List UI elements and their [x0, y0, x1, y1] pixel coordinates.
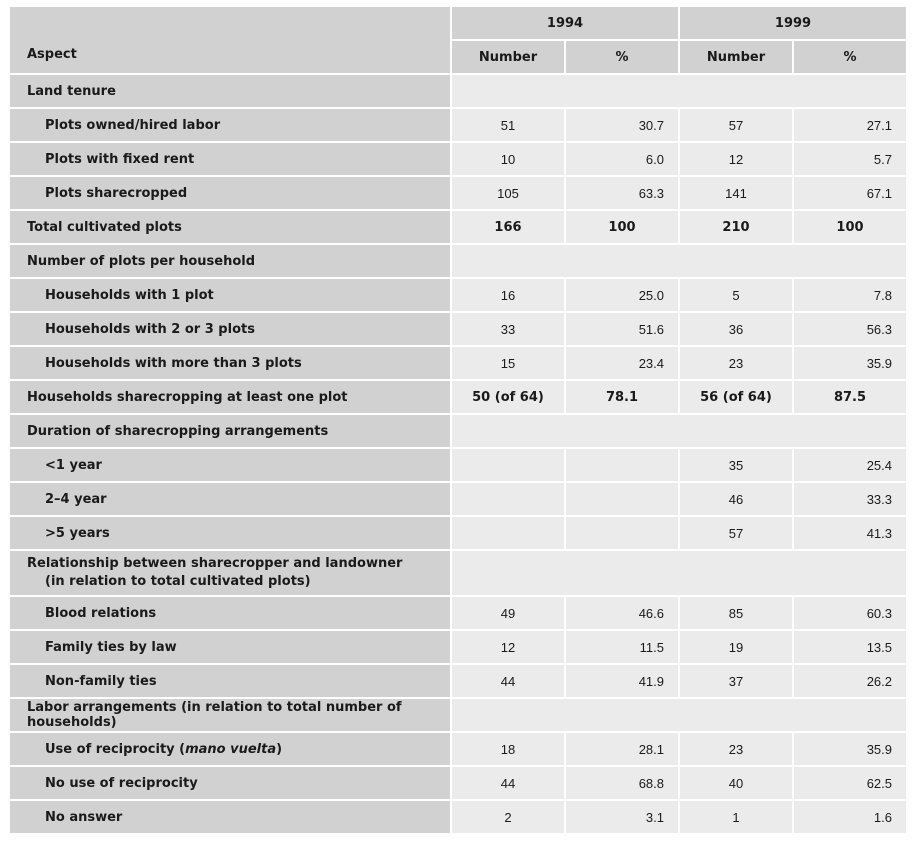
cell-number-1994: 10	[452, 143, 564, 175]
cell-number-1999: 56 (of 64)	[680, 381, 792, 413]
row-label: Number of plots per household	[10, 245, 450, 277]
cell-percent-1999: 87.5	[794, 381, 906, 413]
cell-number-1994	[452, 449, 564, 481]
cell-number-1994: 33	[452, 313, 564, 345]
row-label-text: Use of reciprocity (	[45, 741, 186, 757]
cell-percent-1994: 30.7	[566, 109, 678, 141]
cell-percent-1994: 25.0	[566, 279, 678, 311]
cell-number-1994: 44	[452, 767, 564, 799]
cell-percent-1999: 56.3	[794, 313, 906, 345]
empty-cell	[452, 551, 906, 595]
cell-percent-1994: 6.0	[566, 143, 678, 175]
table-row	[10, 143, 906, 175]
data-table	[8, 5, 908, 835]
table-row	[10, 551, 906, 595]
cell-number-1999: 35	[680, 449, 792, 481]
cell-percent-1994	[566, 483, 678, 515]
cell-number-1999: 12	[680, 143, 792, 175]
cell-percent-1999: 26.2	[794, 665, 906, 697]
row-label	[10, 551, 450, 595]
cell-percent-1999: 27.1	[794, 109, 906, 141]
cell-number-1994: 16	[452, 279, 564, 311]
table-row	[10, 801, 906, 833]
row-label-italic: mano vuelta	[185, 741, 277, 757]
header-year-1994: 1994	[452, 7, 678, 39]
table-row	[10, 381, 906, 413]
cell-percent-1994: 63.3	[566, 177, 678, 209]
table-row	[10, 665, 906, 697]
cell-number-1999: 40	[680, 767, 792, 799]
cell-percent-1999: 35.9	[794, 733, 906, 765]
cell-number-1999: 57	[680, 517, 792, 549]
header-row-years	[10, 7, 906, 39]
row-label: <1 year	[10, 449, 450, 481]
table-row	[10, 597, 906, 629]
header-percent-1994: %	[566, 41, 678, 73]
cell-percent-1994: 78.1	[566, 381, 678, 413]
cell-number-1999: 57	[680, 109, 792, 141]
cell-percent-1994: 28.1	[566, 733, 678, 765]
cell-percent-1994: 46.6	[566, 597, 678, 629]
cell-number-1994	[452, 483, 564, 515]
header-number-1999: Number	[680, 41, 792, 73]
cell-number-1994	[452, 517, 564, 549]
cell-number-1994: 12	[452, 631, 564, 663]
row-label: No answer	[10, 801, 450, 833]
cell-percent-1999: 60.3	[794, 597, 906, 629]
cell-number-1994: 18	[452, 733, 564, 765]
table-row	[10, 733, 906, 765]
cell-number-1994: 51	[452, 109, 564, 141]
cell-number-1999: 1	[680, 801, 792, 833]
cell-number-1999: 23	[680, 733, 792, 765]
cell-percent-1994	[566, 517, 678, 549]
row-label: Family ties by law	[10, 631, 450, 663]
row-label: Land tenure	[10, 75, 450, 107]
cell-percent-1994: 68.8	[566, 767, 678, 799]
table-row	[10, 177, 906, 209]
empty-cell	[452, 245, 906, 277]
row-label: Labor arrangements (in relation to total number of households)	[10, 699, 450, 731]
table-row	[10, 631, 906, 663]
empty-cell	[452, 75, 906, 107]
cell-percent-1994: 41.9	[566, 665, 678, 697]
table-row	[10, 211, 906, 243]
row-label: No use of reciprocity	[10, 767, 450, 799]
table-row	[10, 313, 906, 345]
row-label: Households sharecropping at least one plot	[10, 381, 450, 413]
cell-number-1994: 166	[452, 211, 564, 243]
cell-percent-1999: 100	[794, 211, 906, 243]
row-label: Households with 1 plot	[10, 279, 450, 311]
cell-percent-1999: 41.3	[794, 517, 906, 549]
cell-percent-1999: 62.5	[794, 767, 906, 799]
row-label: >5 years	[10, 517, 450, 549]
row-label: Blood relations	[10, 597, 450, 629]
row-label-line1: Relationship between sharecropper and landowner	[27, 556, 403, 571]
cell-number-1994: 44	[452, 665, 564, 697]
table-row	[10, 767, 906, 799]
cell-percent-1994: 23.4	[566, 347, 678, 379]
table-row	[10, 75, 906, 107]
row-label: Households with 2 or 3 plots	[10, 313, 450, 345]
header-year-1999: 1999	[680, 7, 906, 39]
cell-number-1994: 2	[452, 801, 564, 833]
cell-number-1999: 210	[680, 211, 792, 243]
cell-percent-1994: 11.5	[566, 631, 678, 663]
cell-number-1999: 46	[680, 483, 792, 515]
row-label-line2: (in relation to total cultivated plots)	[45, 574, 311, 589]
row-label: 2–4 year	[10, 483, 450, 515]
row-label: Duration of sharecropping arrangements	[10, 415, 450, 447]
cell-percent-1999: 1.6	[794, 801, 906, 833]
cell-number-1999: 85	[680, 597, 792, 629]
row-label	[10, 733, 450, 765]
cell-number-1994: 105	[452, 177, 564, 209]
table-row	[10, 279, 906, 311]
cell-percent-1999: 33.3	[794, 483, 906, 515]
table-row	[10, 415, 906, 447]
row-label: Non-family ties	[10, 665, 450, 697]
cell-number-1999: 36	[680, 313, 792, 345]
cell-percent-1999: 7.8	[794, 279, 906, 311]
cell-number-1999: 23	[680, 347, 792, 379]
cell-percent-1999: 5.7	[794, 143, 906, 175]
row-label: Plots with fixed rent	[10, 143, 450, 175]
cell-number-1994: 49	[452, 597, 564, 629]
empty-cell	[452, 699, 906, 731]
row-label: Plots owned/hired labor	[10, 109, 450, 141]
cell-number-1999: 19	[680, 631, 792, 663]
row-label: Households with more than 3 plots	[10, 347, 450, 379]
cell-number-1994: 15	[452, 347, 564, 379]
row-label: Plots sharecropped	[10, 177, 450, 209]
table-body	[10, 75, 906, 833]
table-row	[10, 347, 906, 379]
cell-percent-1994: 3.1	[566, 801, 678, 833]
table-row	[10, 517, 906, 549]
cell-percent-1994: 51.6	[566, 313, 678, 345]
cell-percent-1999: 67.1	[794, 177, 906, 209]
cell-percent-1994: 100	[566, 211, 678, 243]
table-row	[10, 483, 906, 515]
cell-percent-1999: 35.9	[794, 347, 906, 379]
table-row	[10, 109, 906, 141]
table-row	[10, 699, 906, 731]
empty-cell	[452, 415, 906, 447]
cell-number-1994: 50 (of 64)	[452, 381, 564, 413]
cell-percent-1999: 25.4	[794, 449, 906, 481]
cell-percent-1999: 13.5	[794, 631, 906, 663]
header-percent-1999: %	[794, 41, 906, 73]
cell-number-1999: 5	[680, 279, 792, 311]
table-row	[10, 245, 906, 277]
header-aspect: Aspect	[10, 7, 450, 73]
row-label-end: )	[276, 741, 283, 757]
table-row	[10, 449, 906, 481]
cell-number-1999: 141	[680, 177, 792, 209]
row-label: Total cultivated plots	[10, 211, 450, 243]
cell-percent-1994	[566, 449, 678, 481]
cell-number-1999: 37	[680, 665, 792, 697]
header-number-1994: Number	[452, 41, 564, 73]
